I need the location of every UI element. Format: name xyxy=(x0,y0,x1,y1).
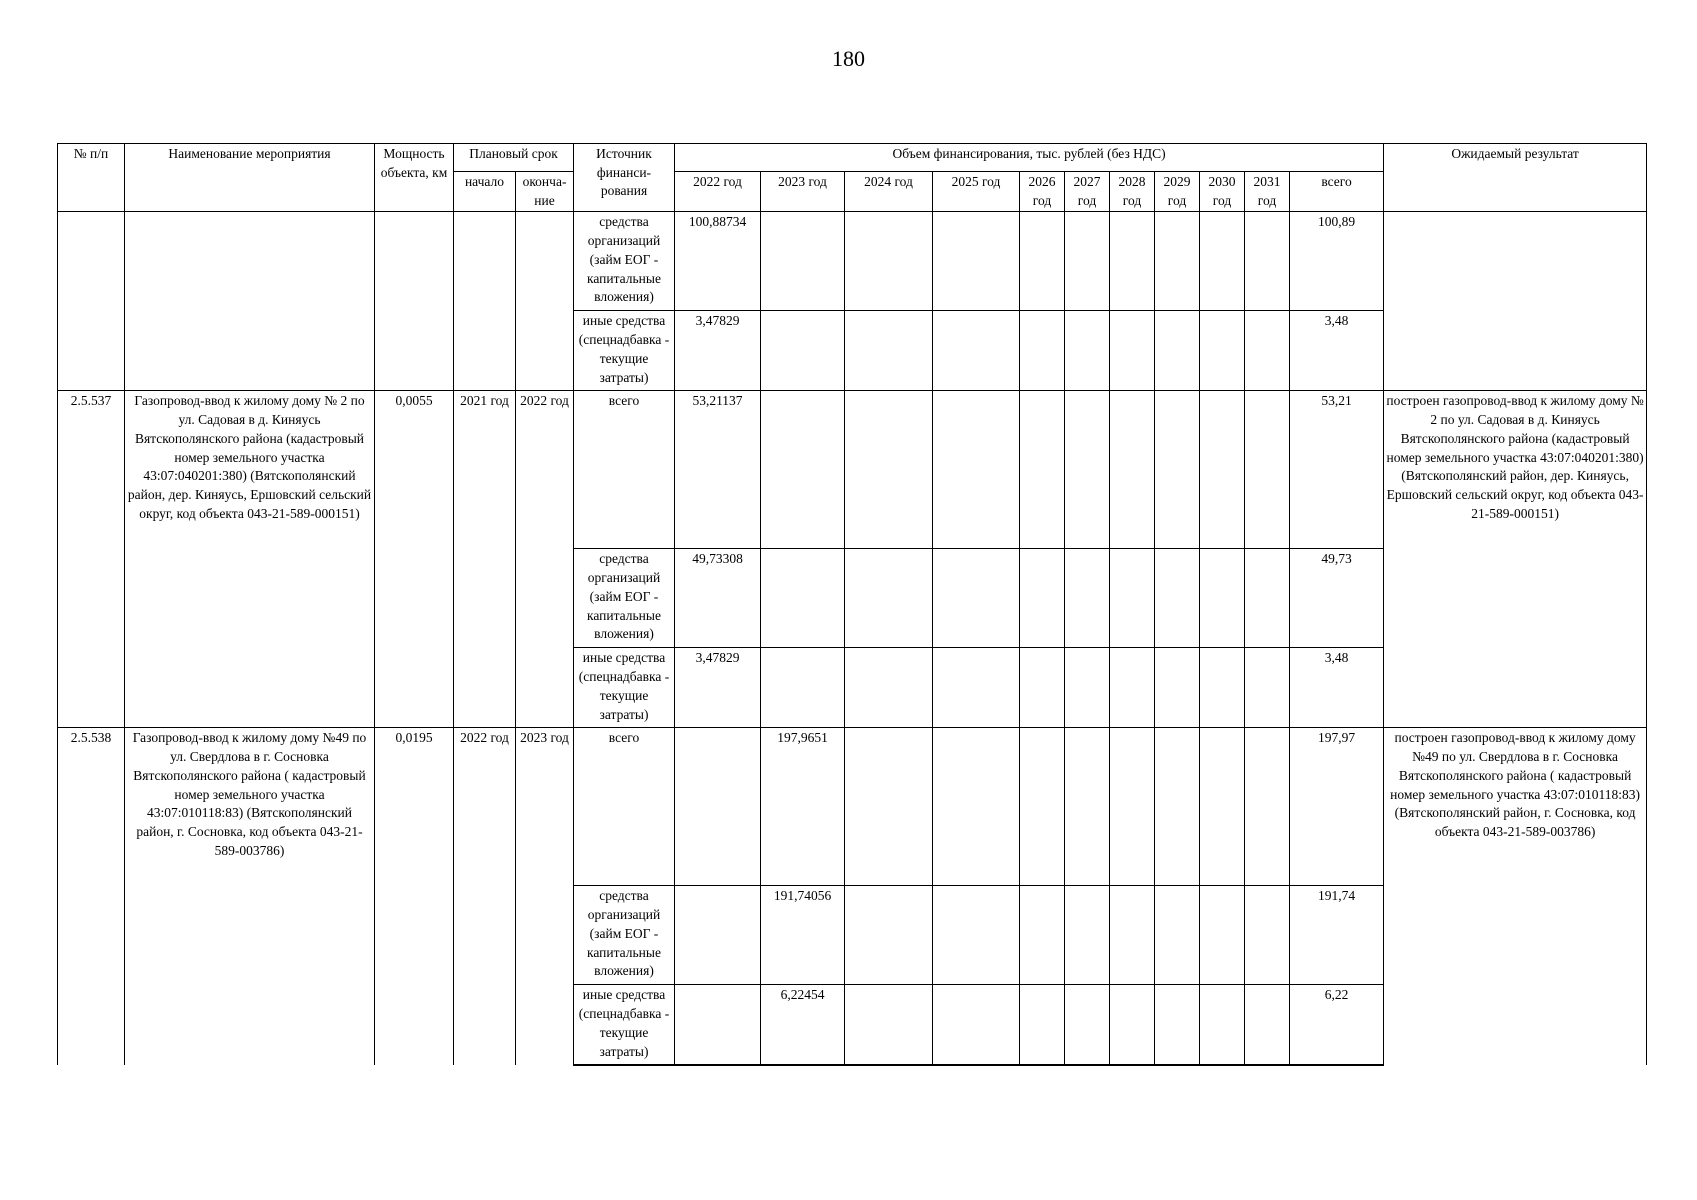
cell-2023 xyxy=(761,311,845,391)
header-capacity: Мощность объекта, км xyxy=(375,144,454,212)
cell-2023 xyxy=(761,648,845,728)
cell-result xyxy=(1384,212,1647,391)
cell-2022: 3,47829 xyxy=(675,648,761,728)
cell-name: Газопровод-ввод к жилому дому №49 по ул. Свердлова в г. Сосновка Вятскополянского района ( кадастровый номер земельного участка 43:07:010118:83) (Вятскополянский район, г. Сосновка, код объекта 043-21-589-003786) xyxy=(125,728,375,1065)
cell-source: иные средства (спецнадбавка - текущие затраты) xyxy=(574,648,675,728)
cell-total: 191,74 xyxy=(1290,886,1384,985)
header-end: оконча-ние xyxy=(516,172,574,212)
cell-source: средства организаций (займ ЕОГ - капитальные вложения) xyxy=(574,886,675,985)
cell-2023: 197,9651 xyxy=(761,728,845,886)
cell-total: 3,48 xyxy=(1290,648,1384,728)
cell-2022: 53,21137 xyxy=(675,391,761,549)
cell-capacity xyxy=(375,212,454,391)
cell-source: всего xyxy=(574,391,675,549)
cell-end: 2022 год xyxy=(516,391,574,728)
cell-2022 xyxy=(675,728,761,886)
header-funding: Объем финансирования, тыс. рублей (без НДС) xyxy=(675,144,1384,172)
cell-2023 xyxy=(761,549,845,648)
cell-name: Газопровод-ввод к жилому дому № 2 по ул. Садовая в д. Киняусь Вятскополянского района (кадастровый номер земельного участка 43:07:040201:380) (Вятскополянский район, дер. Киняусь, Ершовский сельский округ, код объекта 043-21-589-000151) xyxy=(125,391,375,728)
cell-2023: 6,22454 xyxy=(761,985,845,1065)
page-number: 180 xyxy=(832,46,865,71)
cell-2022 xyxy=(675,886,761,985)
header-year-2028: 2028 год xyxy=(1110,172,1155,212)
cell-2022: 49,73308 xyxy=(675,549,761,648)
funding-table xyxy=(57,143,1647,1066)
cell-source: средства организаций (займ ЕОГ - капитальные вложения) xyxy=(574,549,675,648)
header-total: всего xyxy=(1290,172,1384,212)
cell-2022: 100,88734 xyxy=(675,212,761,311)
cell-capacity: 0,0055 xyxy=(375,391,454,728)
cell-start: 2022 год xyxy=(454,728,516,1065)
cell-total: 100,89 xyxy=(1290,212,1384,311)
cell-result: построен газопровод-ввод к жилому дому №49 по ул. Свердлова в г. Сосновка Вятскополянского района ( кадастровый номер земельного участка 43:07:010118:83) (Вятскополянский район, г. Сосновка, код объекта 043-21-589-003786) xyxy=(1384,728,1647,1065)
cell-capacity: 0,0195 xyxy=(375,728,454,1065)
header-name: Наименование мероприятия xyxy=(125,144,375,212)
header-year-2029: 2029 год xyxy=(1155,172,1200,212)
cell-total: 3,48 xyxy=(1290,311,1384,391)
cell-no: 2.5.537 xyxy=(58,391,125,728)
header-year-2030: 2030 год xyxy=(1200,172,1245,212)
cell-total: 53,21 xyxy=(1290,391,1384,549)
header-year-2022: 2022 год xyxy=(675,172,761,212)
cell-end xyxy=(516,212,574,391)
cell-source: всего xyxy=(574,728,675,886)
table-row xyxy=(58,212,1647,311)
cell-start: 2021 год xyxy=(454,391,516,728)
table-row xyxy=(58,391,1647,549)
header-result: Ожидаемый результат xyxy=(1384,144,1647,212)
cell-2023 xyxy=(761,212,845,311)
cell-start xyxy=(454,212,516,391)
cell-no: 2.5.538 xyxy=(58,728,125,1065)
cell-total: 49,73 xyxy=(1290,549,1384,648)
cell-2022: 3,47829 xyxy=(675,311,761,391)
header-no: № п/п xyxy=(58,144,125,212)
cell-2022 xyxy=(675,985,761,1065)
header-year-2026: 2026 год xyxy=(1020,172,1065,212)
cell-total: 197,97 xyxy=(1290,728,1384,886)
cell-source: иные средства (спецнадбавка - текущие затраты) xyxy=(574,311,675,391)
header-year-2031: 2031 год xyxy=(1245,172,1290,212)
cell-source: средства организаций (займ ЕОГ - капитальные вложения) xyxy=(574,212,675,311)
cell-no xyxy=(58,212,125,391)
header-term: Плановый срок xyxy=(454,144,574,172)
cell-source: иные средства (спецнадбавка - текущие затраты) xyxy=(574,985,675,1065)
header-year-2024: 2024 год xyxy=(845,172,933,212)
table-header xyxy=(58,144,1647,212)
table-row xyxy=(58,728,1647,886)
cell-2023 xyxy=(761,391,845,549)
header-source: Источник финанси-рования xyxy=(574,144,675,212)
header-year-2025: 2025 год xyxy=(933,172,1020,212)
cell-name xyxy=(125,212,375,391)
header-start: начало xyxy=(454,172,516,212)
cell-result: построен газопровод-ввод к жилому дому № 2 по ул. Садовая в д. Киняусь Вятскополянского района (кадастровый номер земельного участка 43:07:040201:380) (Вятскополянский район, дер. Киняусь, Ершовский сельский округ, код объекта 043-21-589-000151) xyxy=(1384,391,1647,728)
header-year-2027: 2027 год xyxy=(1065,172,1110,212)
cell-total: 6,22 xyxy=(1290,985,1384,1065)
cell-end: 2023 год xyxy=(516,728,574,1065)
header-year-2023: 2023 год xyxy=(761,172,845,212)
cell-2023: 191,74056 xyxy=(761,886,845,985)
